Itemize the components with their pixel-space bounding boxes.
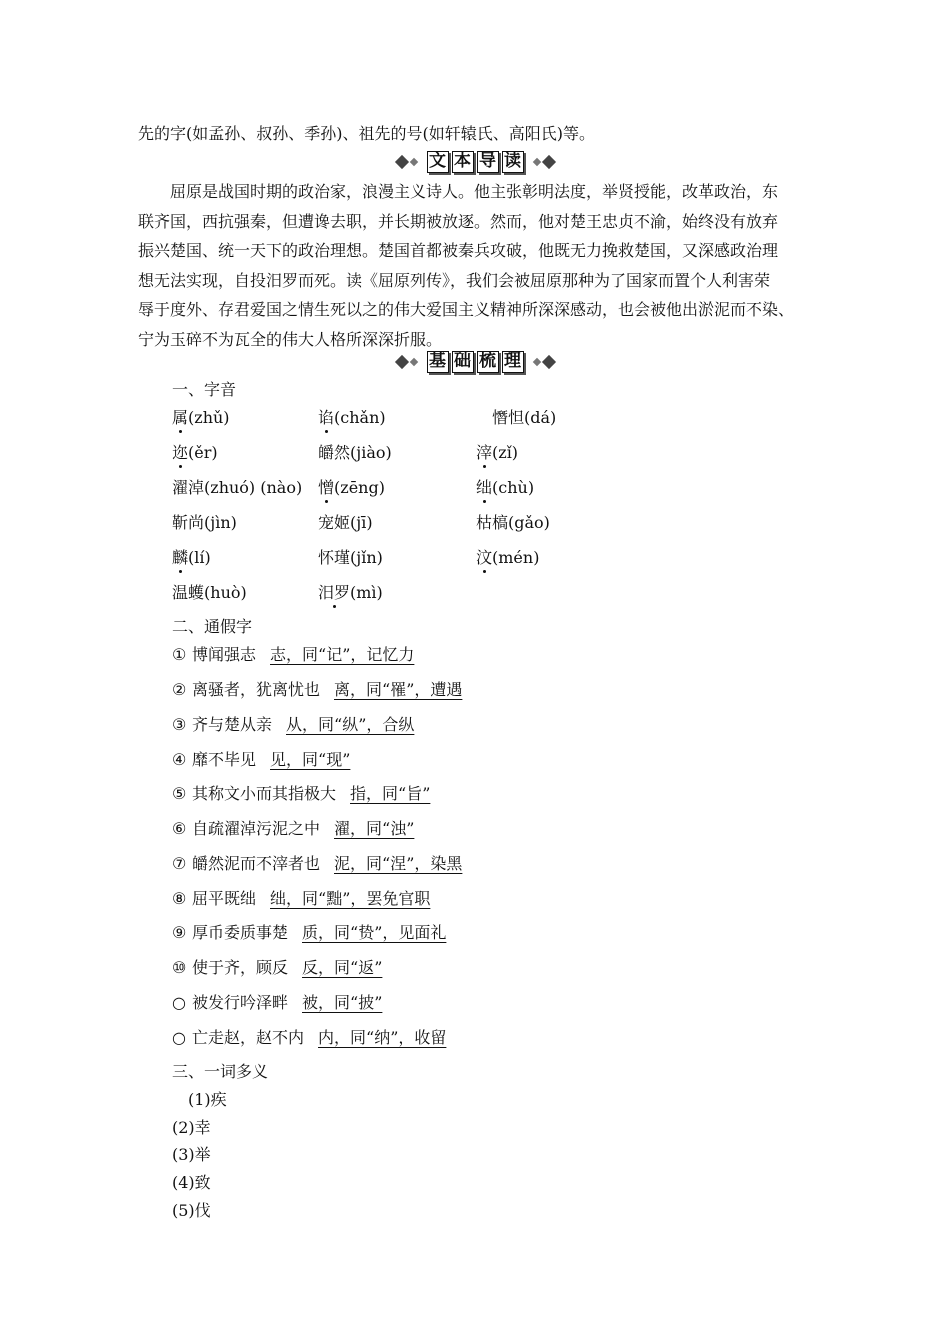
item-quote: 靡不毕见 (192, 750, 257, 769)
item-number: ④ (172, 750, 187, 769)
item-answer: 离，同“罹”，遭遇 (334, 680, 463, 699)
pron-item (318, 478, 385, 498)
item-number: ○ (172, 993, 186, 1012)
pron-pinyin: (jī) (350, 513, 373, 532)
banner-char: 读 (502, 151, 524, 173)
item-answer: 质，同“贽”，见面礼 (302, 923, 447, 942)
item-answer: 内，同“纳”，收留 (318, 1028, 447, 1047)
banner-char: 文 (427, 151, 449, 173)
item-number: ⑤ (172, 784, 187, 803)
item-number: ② (172, 680, 187, 699)
item-quote: 屈平既绌 (192, 889, 257, 908)
item-quote: 自疏濯淖污泥之中 (192, 819, 321, 838)
tongjia-item (172, 645, 414, 665)
pron-item (172, 408, 230, 428)
pron-word: 憯怛 (492, 408, 525, 427)
pron-word: 濯淖 (172, 478, 205, 497)
intro-line: 先的字(如孟孙、叔孙、季孙)、祖先的号(如轩辕氏、高阳氏)等。 (138, 124, 595, 143)
item-quote: 亡走赵，赵不内 (192, 1028, 305, 1047)
pron-pinyin: (mén) (492, 548, 540, 567)
item-number: ① (172, 645, 187, 664)
polysemy-item: (5)伐 (172, 1201, 211, 1220)
pron-item (172, 583, 247, 603)
pron-word: 谄 (318, 408, 335, 427)
item-answer: 泥，同“涅”，染黑 (334, 854, 463, 873)
item-quote: 齐与楚从亲 (192, 715, 273, 734)
polysemy-item: (3)举 (172, 1145, 211, 1164)
item-quote: 被发行吟泽畔 (192, 993, 289, 1012)
pron-pinyin: (ěr) (188, 443, 218, 462)
item-quote: 皭然泥而不滓者也 (192, 854, 321, 873)
pron-item (172, 478, 302, 498)
pron-pinyin: (huò) (204, 583, 247, 602)
tongjia-item (172, 680, 462, 700)
pron-pinyin: (jǐn) (350, 548, 383, 567)
pron-pinyin: (zǐ) (492, 443, 519, 462)
item-number: ⑨ (172, 923, 187, 942)
item-quote: 厚币委质事楚 (192, 923, 289, 942)
pron-pinyin: (zēng) (334, 478, 385, 497)
polysemy-item: (4)致 (172, 1173, 211, 1192)
pron-item (318, 408, 386, 428)
pron-item (172, 513, 237, 533)
pron-word: 枯槁 (476, 513, 509, 532)
pron-word: 靳尚 (172, 513, 205, 532)
banner-char: 础 (452, 351, 474, 373)
item-answer: 从，同“纵”，合纵 (286, 715, 415, 734)
item-number: ⑥ (172, 819, 187, 838)
pron-word: 汶 (476, 548, 493, 567)
item-quote: 博闻强志 (192, 645, 257, 664)
banner-char: 本 (452, 151, 474, 173)
pron-item (476, 548, 539, 568)
pron-pinyin: (chǎn) (334, 408, 386, 427)
item-number: ⑦ (172, 854, 187, 873)
section-banner-basics (0, 349, 950, 375)
reading-paragraph (138, 177, 818, 354)
banner-title (427, 351, 524, 373)
pron-item (318, 443, 392, 463)
pron-word: 迩 (172, 443, 189, 462)
tongjia-item (172, 923, 446, 943)
pron-pinyin: (jìn) (204, 513, 237, 532)
tongjia-item (172, 784, 430, 804)
item-answer: 指，同“旨” (350, 784, 431, 803)
tongjia-item (172, 750, 350, 770)
item-number: ③ (172, 715, 187, 734)
banner-char: 理 (502, 351, 524, 373)
item-answer: 反，同“返” (302, 958, 383, 977)
tongjia-item (172, 715, 414, 735)
banner-title (427, 151, 524, 173)
pron-item (172, 548, 211, 568)
reading-line: 想无法实现，自投汨罗而死。读《屈原列传》，我们会被屈原那种为了国家而置个人利害荣 (138, 270, 771, 290)
item-answer: 志，同“记”，记忆力 (270, 645, 415, 664)
pron-item (476, 478, 534, 498)
item-answer: 见，同“现” (270, 750, 351, 769)
pron-item (476, 513, 550, 533)
pron-item (172, 443, 218, 463)
pron-item (476, 443, 518, 463)
pron-word: 麟 (172, 548, 189, 567)
tongjia-item (172, 958, 382, 978)
pron-word: 绌 (476, 478, 493, 497)
item-quote: 离骚者，犹离忧也 (192, 680, 321, 699)
item-number: ○ (172, 1028, 186, 1047)
pron-pinyin: (gǎo) (508, 513, 550, 532)
section-title-pronunciation: 一、字音 (172, 380, 237, 399)
section-title-polysemy: 三、一词多义 (172, 1062, 269, 1081)
pron-word: 皭然 (318, 443, 351, 462)
pron-item (492, 408, 556, 428)
pron-pinyin: (chù) (492, 478, 535, 497)
banner-right-diamonds (534, 157, 554, 167)
tongjia-item (172, 819, 414, 839)
item-number: ⑧ (172, 889, 187, 908)
reading-line: 宁为玉碎不为瓦全的伟大人格所深深折服。 (138, 329, 443, 349)
pron-word: 宠姬 (318, 513, 351, 532)
tongjia-item (172, 889, 430, 909)
tongjia-item (172, 854, 462, 874)
pron-pinyin: (zhǔ) (188, 408, 230, 427)
pron-word: 温蠖 (172, 583, 205, 602)
pron-pinyin: (dá) (524, 408, 557, 427)
polysemy-item: (2)幸 (172, 1118, 211, 1137)
pron-item (318, 513, 373, 533)
banner-right-diamonds (534, 357, 554, 367)
reading-line: 屈原是战国时期的政治家，浪漫主义诗人。他主张彰明法度，举贤授能，改革政治，东 (170, 182, 779, 201)
banner-char: 梳 (477, 351, 499, 373)
reading-line: 振兴楚国、统一天下的政治理想。楚国首都被秦兵攻破，他既无力挽救楚国，又深感政治理 (138, 241, 779, 260)
pron-pinyin: (lí) (188, 548, 211, 567)
item-quote: 使于齐，顾反 (192, 958, 289, 977)
item-answer: 濯，同“浊” (334, 819, 415, 838)
polysemy-item: (1)疾 (188, 1090, 227, 1109)
pron-pinyin: (zhuó) (nào) (204, 478, 303, 497)
pron-word: 怀瑾 (318, 548, 351, 567)
pron-word: 汨罗 (318, 583, 351, 602)
pron-pinyin: (jiào) (350, 443, 392, 462)
item-answer: 被，同“披” (302, 993, 383, 1012)
banner-left-diamonds (397, 357, 417, 367)
banner-char: 基 (427, 351, 449, 373)
item-number: ⑩ (172, 958, 187, 977)
pron-item (318, 548, 383, 568)
banner-char: 导 (477, 151, 499, 173)
item-quote: 其称文小而其指极大 (192, 784, 337, 803)
tongjia-item (172, 993, 382, 1013)
pron-item (318, 583, 383, 603)
pron-word: 滓 (476, 443, 493, 462)
item-answer: 绌，同“黜”，罢免官职 (270, 889, 431, 908)
reading-line: 辱于度外、存君爱国之情生死以之的伟大爱国主义精神所深深感动，也会被他出淤泥而不染、 (138, 300, 795, 319)
pron-word: 属 (172, 408, 189, 427)
section-title-tongjia: 二、通假字 (172, 617, 253, 636)
banner-left-diamonds (397, 157, 417, 167)
pron-word: 憎 (318, 478, 335, 497)
pron-pinyin: (mì) (350, 583, 383, 602)
reading-line: 联齐国，西抗强秦，但遭谗去职，并长期被放逐。然而，他对楚王忠贞不渝，始终没有放弃 (138, 211, 779, 231)
section-banner-reading (0, 149, 950, 175)
tongjia-item (172, 1028, 446, 1048)
